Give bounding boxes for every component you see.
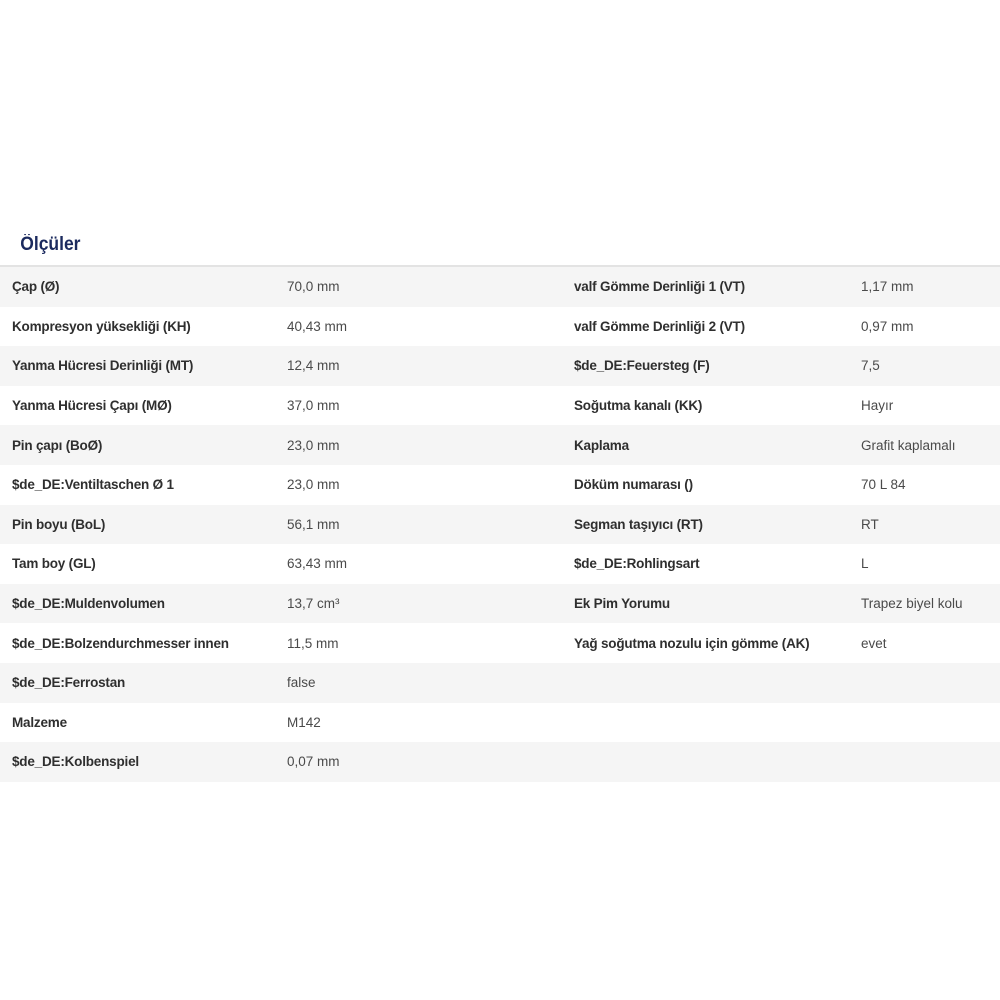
spec-value: 12,4 mm <box>287 358 340 374</box>
spec-label: $de_DE:Muldenvolumen <box>12 596 165 612</box>
spec-label: Ek Pim Yorumu <box>574 596 670 612</box>
spec-value: 37,0 mm <box>287 398 340 414</box>
table-row <box>0 663 1000 703</box>
spec-label: Çap (Ø) <box>12 279 60 295</box>
spec-value: 13,7 cm³ <box>287 596 340 612</box>
spec-value: false <box>287 675 316 691</box>
table-row <box>0 425 1000 465</box>
spec-value: Hayır <box>861 398 894 414</box>
specs-table <box>0 267 1000 782</box>
spec-label: $de_DE:Feuersteg (F) <box>574 358 710 374</box>
spec-value: evet <box>861 635 887 651</box>
table-row <box>0 346 1000 386</box>
spec-label: valf Gömme Derinliği 2 (VT) <box>574 318 745 334</box>
spec-value: 56,1 mm <box>287 516 340 532</box>
table-row <box>0 386 1000 426</box>
table-row <box>0 307 1000 347</box>
spec-value: L <box>861 556 869 572</box>
spec-label: Malzeme <box>12 714 67 730</box>
spec-label: Döküm numarası () <box>574 477 693 493</box>
spec-value: 1,17 mm <box>861 279 914 295</box>
table-row <box>0 703 1000 743</box>
dimensions-section <box>0 225 1000 782</box>
spec-label: Pin çapı (BoØ) <box>12 437 103 453</box>
spec-label: Kompresyon yüksekliği (KH) <box>12 318 191 334</box>
spec-label: Yanma Hücresi Derinliği (MT) <box>12 358 194 374</box>
spec-value: 0,07 mm <box>287 754 340 770</box>
spec-value: 7,5 <box>861 358 880 374</box>
table-row <box>0 505 1000 545</box>
table-row <box>0 584 1000 624</box>
section-title: Ölçüler <box>20 234 81 255</box>
spec-value: M142 <box>287 714 321 730</box>
table-row <box>0 267 1000 307</box>
spec-value: Grafit kaplamalı <box>861 437 956 453</box>
spec-label: Pin boyu (BoL) <box>12 516 106 532</box>
spec-label: $de_DE:Kolbenspiel <box>12 754 139 770</box>
spec-label: Yanma Hücresi Çapı (MØ) <box>12 398 172 414</box>
spec-value: RT <box>861 516 879 532</box>
table-row <box>0 623 1000 663</box>
spec-label: Segman taşıyıcı (RT) <box>574 516 703 532</box>
spec-value: 11,5 mm <box>287 635 339 651</box>
spec-value: 0,97 mm <box>861 318 914 334</box>
table-row <box>0 742 1000 782</box>
spec-label: $de_DE:Ventiltaschen Ø 1 <box>12 477 174 493</box>
spec-label: Tam boy (GL) <box>12 556 96 572</box>
spec-value: 70 L 84 <box>861 477 906 493</box>
spec-value: 23,0 mm <box>287 477 340 493</box>
spec-value: 23,0 mm <box>287 437 340 453</box>
spec-label: Yağ soğutma nozulu için gömme (AK) <box>574 635 810 651</box>
spec-label: $de_DE:Bolzendurchmesser innen <box>12 635 229 651</box>
spec-label: Kaplama <box>574 437 629 453</box>
spec-label: $de_DE:Ferrostan <box>12 675 126 691</box>
spec-value: 70,0 mm <box>287 279 340 295</box>
spec-value: 63,43 mm <box>287 556 348 572</box>
spec-value: Trapez biyel kolu <box>861 596 963 612</box>
spec-label: $de_DE:Rohlingsart <box>574 556 700 572</box>
table-row <box>0 465 1000 505</box>
table-row <box>0 544 1000 584</box>
spec-label: valf Gömme Derinliği 1 (VT) <box>574 279 745 295</box>
spec-value: 40,43 mm <box>287 318 348 334</box>
spec-label: Soğutma kanalı (KK) <box>574 398 703 414</box>
